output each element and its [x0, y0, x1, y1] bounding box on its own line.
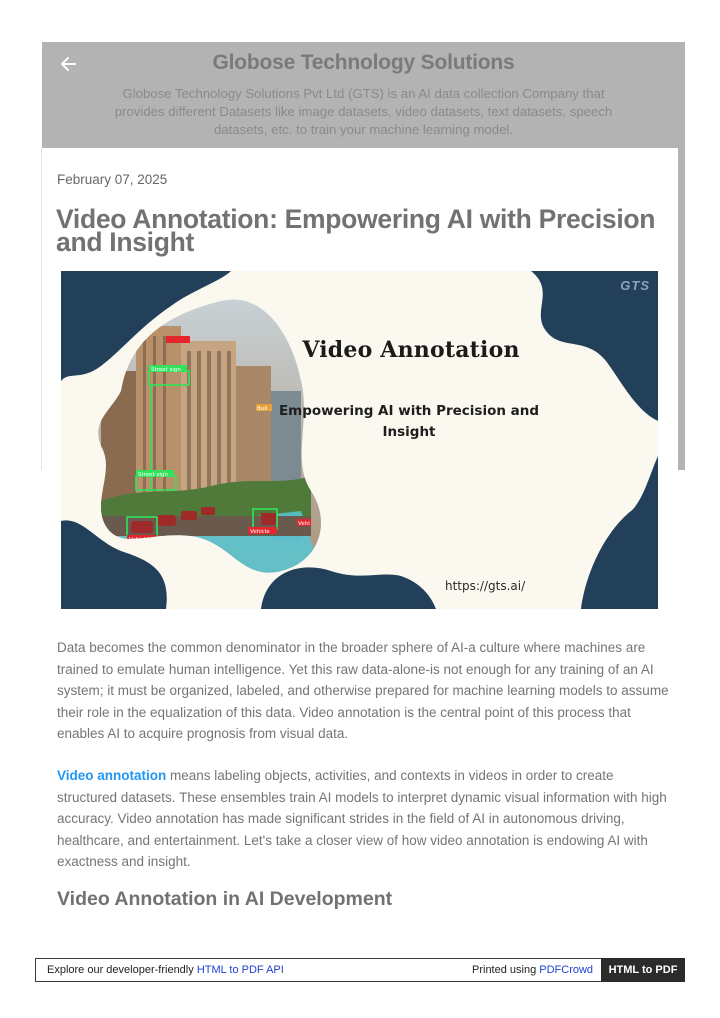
annotation-tag: Vehicle — [129, 537, 149, 543]
footer-right-text: Printed using — [472, 964, 540, 976]
paragraph-video-annotation — [57, 765, 669, 873]
post-date: February 07, 2025 — [57, 172, 168, 187]
annotation-tag: Vehi — [298, 521, 310, 527]
hero-heading: Video Annotation — [302, 337, 520, 363]
scrollbar[interactable] — [678, 148, 685, 470]
site-header — [42, 42, 685, 148]
post-title: Video Annotation: Empowering AI with Precision and Insight — [56, 204, 656, 257]
site-description: Globose Technology Solutions Pvt Ltd (GTS) is an AI data collection Company that provides different Datasets like image datasets, video datasets, text datasets, speech datasets, etc. to train your machine learning model. — [114, 86, 613, 137]
hero-subheading: Empowering AI with Precision and Insight — [278, 403, 540, 440]
html-to-pdf-api-link[interactable]: HTML to PDF API — [196, 964, 284, 976]
footer-right — [472, 964, 593, 976]
section-heading: Video Annotation in AI Development — [57, 888, 393, 910]
hero-brand-logo: GTS — [620, 278, 650, 293]
annotation-tag: Street sign — [151, 367, 181, 373]
html-to-pdf-button[interactable]: HTML to PDF — [601, 958, 685, 982]
annotation-tag: Street sign — [138, 472, 168, 478]
annotation-tag: Buil — [257, 406, 268, 412]
hero-url: https://gts.ai/ — [445, 579, 526, 593]
paragraph-intro: Data becomes the common denominator in the broader sphere of AI-a culture where machines are trained to emulate human intelligence. Yet this raw data-alone-is not enough for any training of an AI system; it must be organized, labeled, and otherwise prepared for machine learning models to assume their role in the equalization of this data. Video annotation is the central point of this process that enables AI to acquire prognosis from visual data. — [57, 640, 669, 742]
footer-left-text: Explore our developer-friendly — [47, 964, 197, 976]
pdfcrowd-link[interactable]: PDFCrowd — [539, 964, 594, 976]
annotation-tag: Vehicle — [250, 529, 270, 535]
paragraph-body: means labeling objects, activities, and contexts in videos in order to create structured datasets. These ensembles train AI models to interpret dynamic visual information with high accuracy. Video annotation has made significant strides in the field of AI in autonomous driving, healthcare, and entertainment. Let's take a closer view of how video annotation is endowing AI with exactness and insight. — [57, 768, 667, 870]
footer-left — [47, 964, 284, 976]
hero-image — [61, 271, 658, 609]
video-annotation-link[interactable]: Video annotation — [57, 768, 167, 783]
pdf-footer-bar — [35, 958, 685, 982]
site-title[interactable]: Globose Technology Solutions — [212, 51, 515, 74]
